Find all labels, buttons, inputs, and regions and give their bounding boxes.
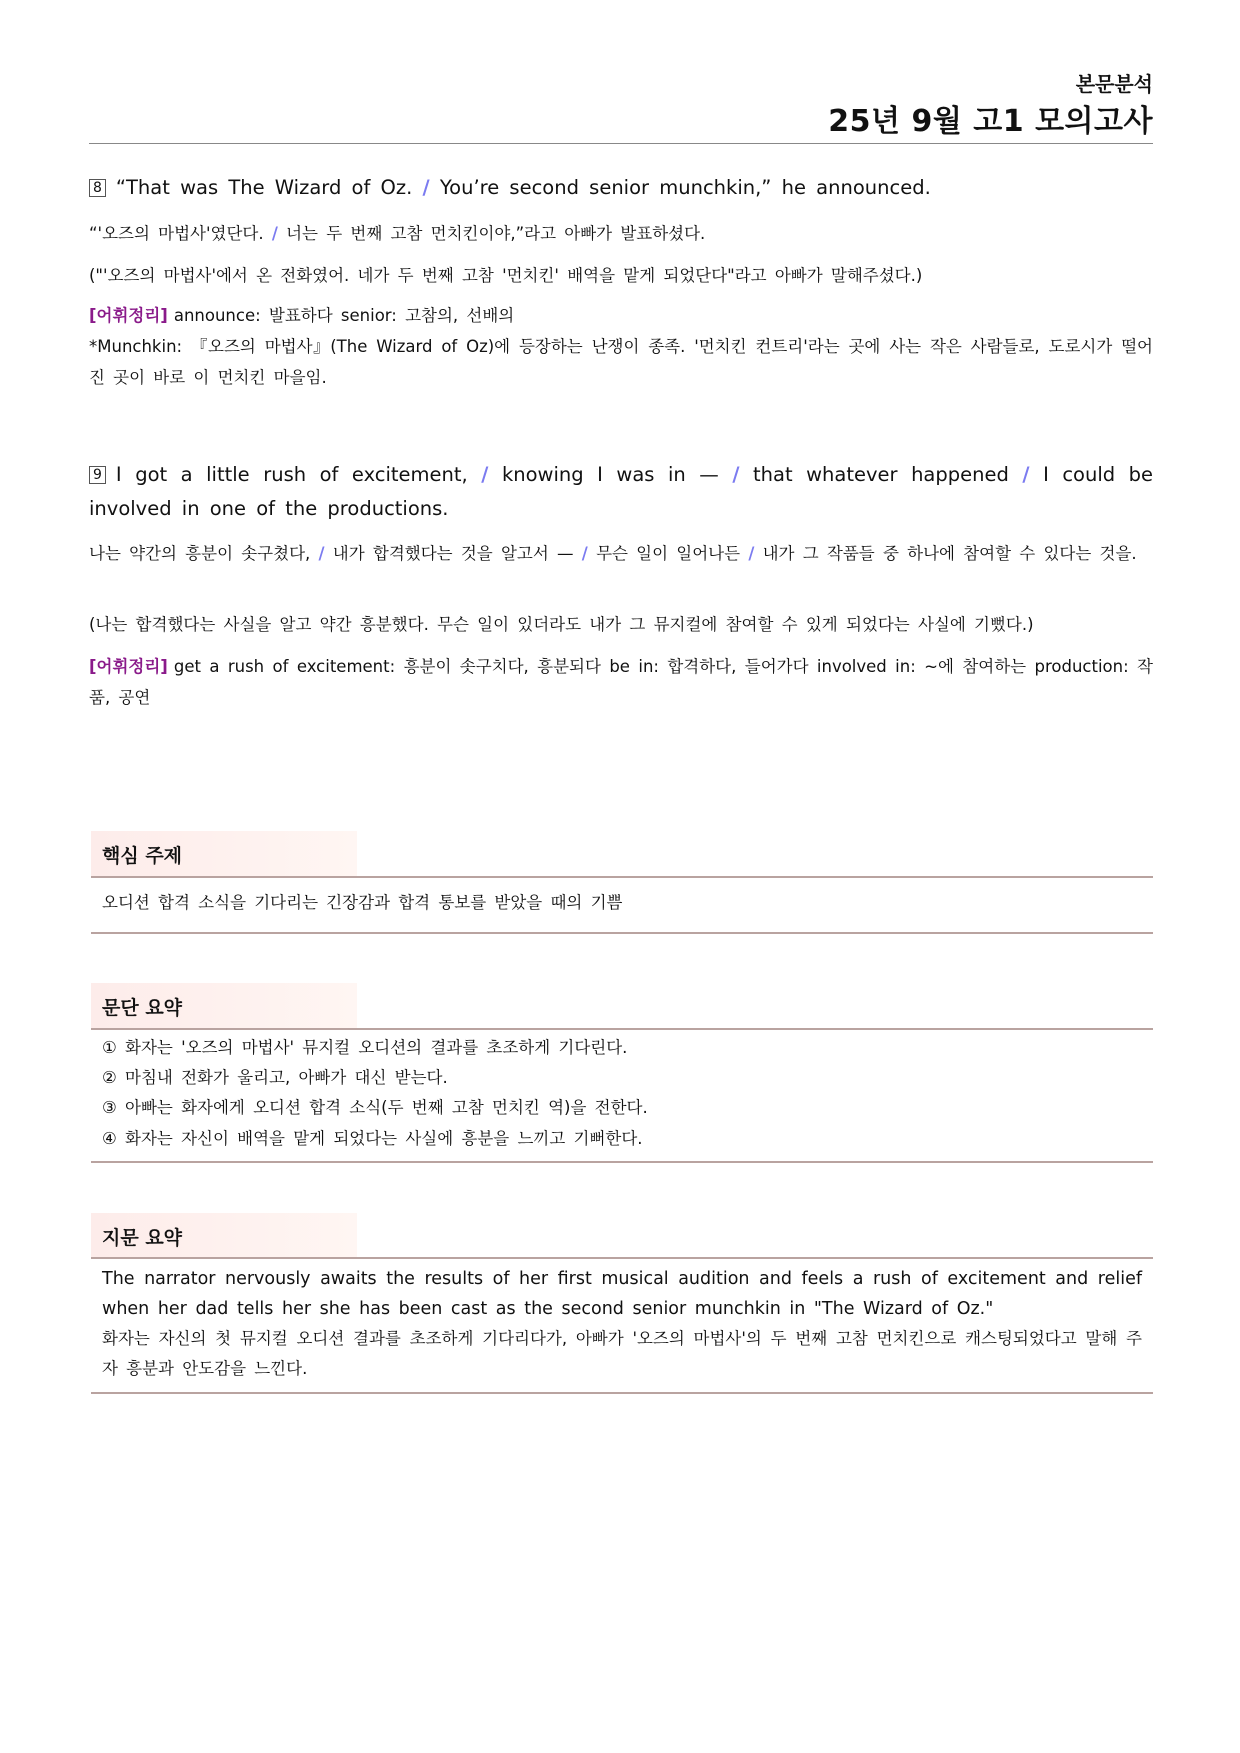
- document-title: 25년 9월 고1 모의고사: [828, 104, 1153, 139]
- chunk: I could be involved in one of the productions.: [89, 463, 1154, 520]
- divider: [91, 932, 1153, 934]
- slash-divider: /: [732, 463, 740, 486]
- passage-summary-english: The narrator nervously awaits the results of her first musical audition and feels a rush of excitement and relief when her dad tells her she has been cast as the second senior munchkin in "The Wizard of Oz.": [102, 1269, 1142, 1319]
- sentence-number: 8: [89, 179, 106, 197]
- slash-divider: /: [422, 176, 430, 199]
- slash-divider: /: [1022, 463, 1030, 486]
- slash-divider: /: [581, 544, 588, 563]
- chunk: 내가 그 작품들 중 하나에 참여할 수 있다는 것을.: [762, 544, 1137, 563]
- sentence-8-paraphrase: ("'오즈의 마법사'에서 온 전화였어. 네가 두 번째 고참 '먼치킨' 배역을 맡게 되었단다"라고 아빠가 말해주셨다.): [89, 266, 923, 285]
- header-divider: [89, 143, 1153, 144]
- sentence-8-vocab: [89, 300, 1153, 331]
- vocab-tag: [어휘정리]: [89, 657, 168, 676]
- summary-item: ① 화자는 '오즈의 마법사' 뮤지컬 오디션의 결과를 초조하게 기다린다.: [102, 1038, 628, 1057]
- divider: [91, 1161, 1153, 1163]
- divider: [91, 876, 1153, 878]
- paragraph-summary-title: 문단 요약: [102, 997, 183, 1019]
- sentence-9-paraphrase: (나는 합격했다는 사실을 알고 약간 흥분했다. 무슨 일이 있더라도 내가 그 뮤지컬에 참여할 수 있게 되었다는 사실에 기뻤다.): [89, 615, 1034, 634]
- theme-text: 오디션 합격 소식을 기다리는 긴장감과 합격 통보를 받았을 때의 기쁨: [102, 893, 623, 912]
- chunk: I got a little rush of excitement,: [115, 463, 468, 486]
- summary-item: ② 마침내 전화가 울리고, 아빠가 대신 받는다.: [102, 1068, 448, 1087]
- document-subtitle: 본문분석: [1075, 72, 1153, 96]
- passage-summary-korean: 화자는 자신의 첫 뮤지컬 오디션 결과를 초조하게 기다리다가, 아빠가 '오즈의 마법사'의 두 번째 고참 먼치킨으로 캐스팅되었다고 말해 주자 흥분과 안도감을 느낀다.: [102, 1329, 1142, 1378]
- summary-item: ③ 아빠는 화자에게 오디션 합격 소식(두 번째 고참 먼치킨 역)을 전한다.: [102, 1098, 648, 1117]
- divider: [91, 1392, 1153, 1394]
- summary-item: ④ 화자는 자신이 배역을 맡게 되었다는 사실에 흥분을 느끼고 기뻐한다.: [102, 1129, 643, 1148]
- vocab-text: get a rush of excitement: 흥분이 솟구치다, 흥분되다 be in: 합격하다, 들어가다 involved in: ~에 참여하는 production: 작품, 공연: [89, 657, 1153, 707]
- chunk: “That was The Wizard of Oz.: [115, 176, 413, 199]
- sentence-8-english: [89, 171, 1153, 205]
- sentence-number: 9: [89, 466, 106, 484]
- vocab-tag: [어휘정리]: [89, 306, 168, 325]
- chunk: that whatever happened: [752, 463, 1009, 486]
- slash-divider: /: [481, 463, 489, 486]
- vocab-text: announce: 발표하다 senior: 고참의, 선배의: [173, 306, 515, 325]
- slash-divider: /: [748, 544, 755, 563]
- passage-summary-title: 지문 요약: [102, 1227, 183, 1249]
- munchkin-note: *Munchkin: 『오즈의 마법사』(The Wizard of Oz)에 등장하는 난쟁이 종족. '먼치킨 컨트리'라는 곳에 사는 작은 사람들로, 도로시가 떨어진 곳이 바로 이 먼치킨 마을임.: [89, 337, 1153, 387]
- slash-divider: /: [271, 224, 278, 243]
- chunk: 너는 두 번째 고참 먼치킨이야,”라고 아빠가 발표하셨다.: [286, 224, 706, 243]
- chunk: 나는 약간의 흥분이 솟구쳤다,: [89, 544, 311, 563]
- divider: [91, 1028, 1153, 1030]
- chunk: 무슨 일이 일어나든: [596, 544, 741, 563]
- chunk: You’re second senior munchkin,” he announced.: [439, 176, 931, 199]
- divider: [91, 1257, 1153, 1259]
- sentence-8-translation: [89, 218, 1153, 249]
- sentence-9-translation: [89, 538, 1153, 569]
- chunk: “'오즈의 마법사'였단다.: [89, 224, 264, 243]
- slash-divider: /: [318, 544, 325, 563]
- sentence-9-vocab: [89, 651, 1153, 713]
- chunk: 내가 합격했다는 것을 알고서 —: [332, 544, 574, 563]
- chunk: knowing I was in —: [501, 463, 719, 486]
- theme-title: 핵심 주제: [102, 845, 183, 867]
- sentence-9-english: [89, 458, 1153, 526]
